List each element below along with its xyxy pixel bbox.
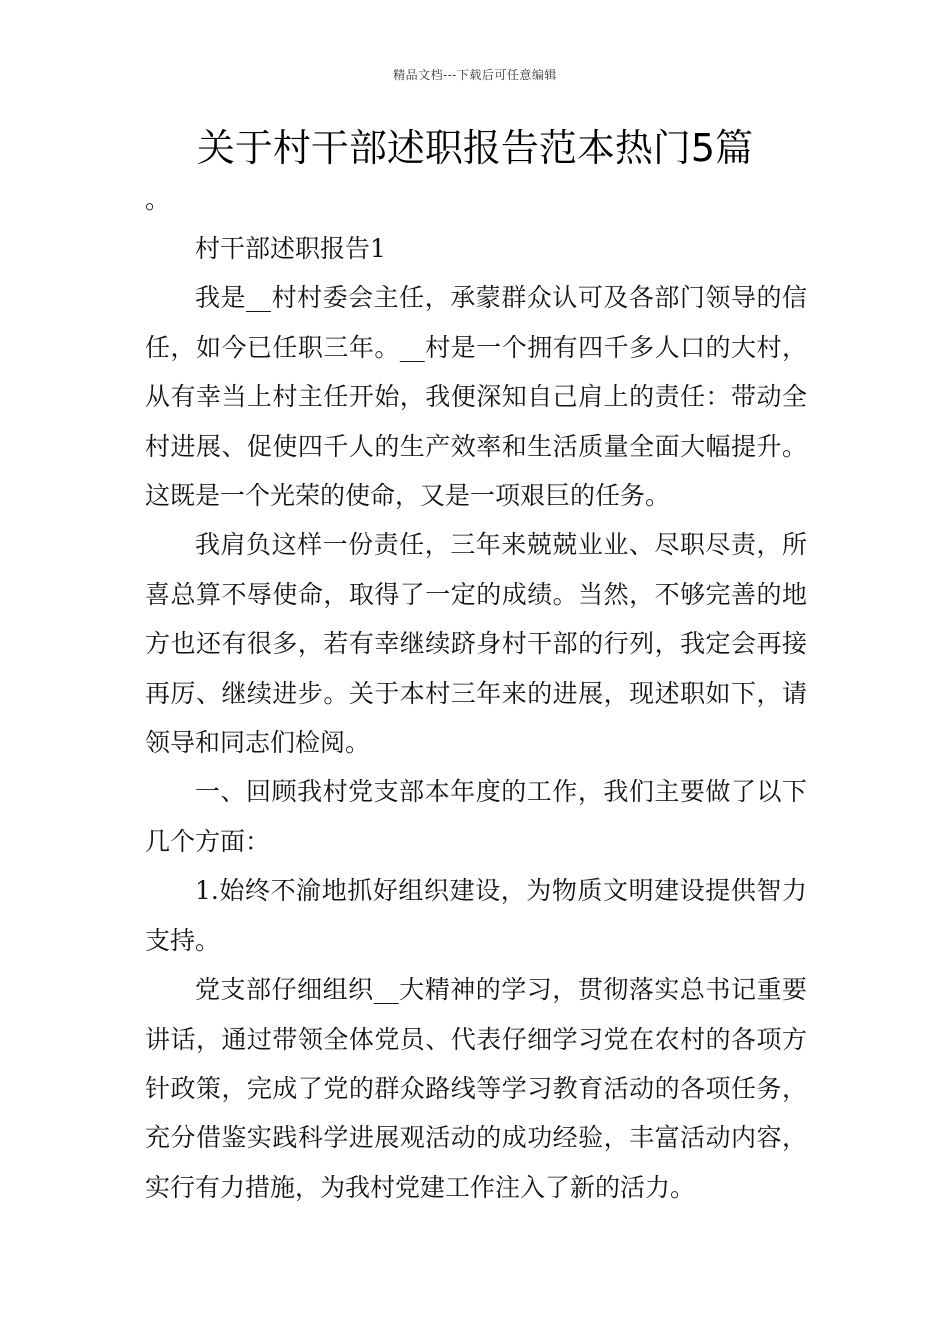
paragraph: 我是__村村委会主任，承蒙群众认可及各部门领导的信任，如今已任职三年。__村是一个拥有四千多人口的大村，从有幸当上村主任开始，我便深知自己肩上的责任：带动全村进展、促使四千人的生产效率和生活质量全面大幅提升。这既是一个光荣的使命，又是一项艰巨的任务。 (145, 283, 807, 511)
document-body (145, 180, 807, 1212)
document-title: 关于村干部述职报告范本热门5篇 (196, 126, 754, 170)
paragraph: 党支部仔细组织__大精神的学习，贯彻落实总书记重要讲话，通过带领全体党员、代表仔细学习党在农村的各项方针政策，完成了党的群众路线等学习教育活动的各项任务，充分借鉴实践科学进展观活动的成功经验，丰富活动内容，实行有力措施，为我村党建工作注入了新的活力。 (145, 975, 807, 1202)
lead-mark: 。 (145, 185, 171, 214)
paragraph: 我肩负这样一份责任，三年来兢兢业业、尽职尽责，所喜总算不辱使命，取得了一定的成绩。当然，不够完善的地方也还有很多，若有幸继续跻身村干部的行列，我定会再接再厉、继续进步。关于本村三年来的进展，现述职如下，请领导和同志们检阅。 (145, 530, 807, 758)
paragraph: 一、回顾我村党支部本年度的工作，我们主要做了以下几个方面： (145, 777, 807, 856)
header-note: 精品文档---下载后可任意编辑 (393, 68, 557, 82)
section-heading: 村干部述职报告1 (195, 234, 386, 263)
paragraph: 1.始终不渝地抓好组织建设，为物质文明建设提供智力支持。 (145, 876, 807, 955)
